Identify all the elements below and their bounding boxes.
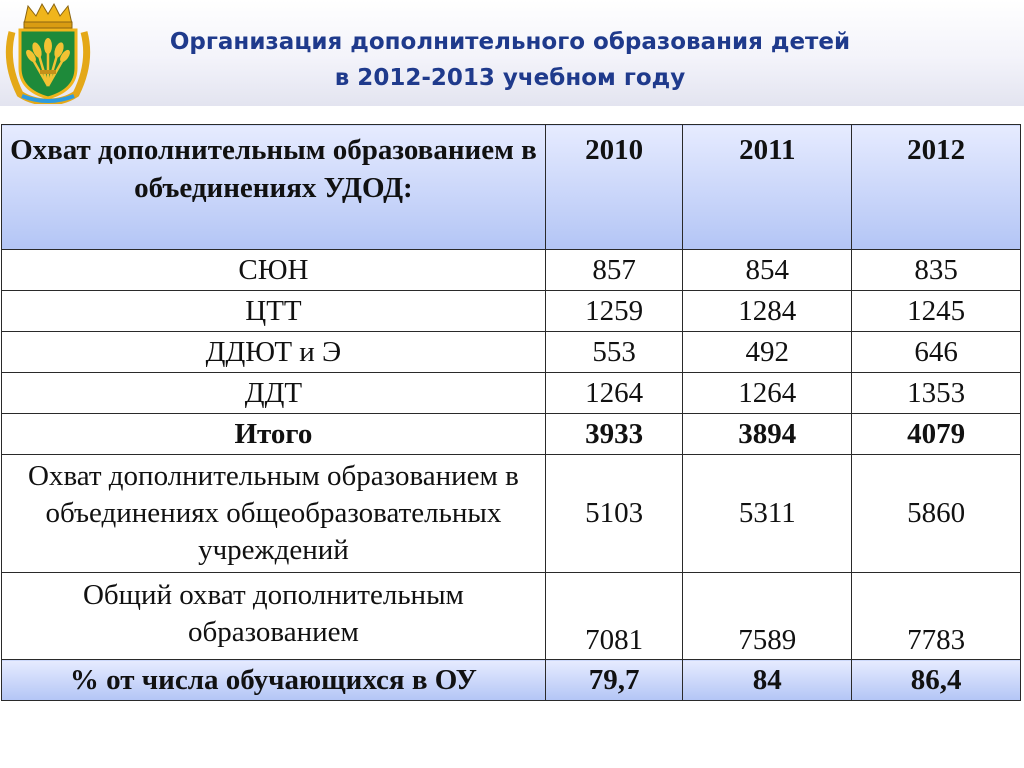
table-row-schools [2,455,1021,573]
cell-value: 857 [545,250,683,291]
cell-value: 1353 [852,373,1021,414]
cell-value: 7783 [852,573,1021,660]
row-label: ДДЮТ и Э [2,332,546,373]
cell-value: 3894 [683,414,852,455]
cell-value: 5103 [545,455,683,573]
table-row-total [2,414,1021,455]
slide-header [0,0,1024,106]
table-row-ddyut [2,332,1021,373]
coverage-table [1,124,1021,701]
row-label: ДДТ [2,373,546,414]
row-label: ЦТТ [2,291,546,332]
cell-value: 553 [545,332,683,373]
cell-value: 1259 [545,291,683,332]
footer-label: % от числа обучающихся в ОУ [2,660,546,701]
slide-title-line-1: Организация дополнительного образования детей [169,29,851,55]
footer-value: 86,4 [852,660,1021,701]
footer-value: 79,7 [545,660,683,701]
cell-value: 492 [683,332,852,373]
cell-value: 1264 [545,373,683,414]
table-row-overall [2,573,1021,660]
cell-value: 5311 [683,455,852,573]
cell-value: 1264 [683,373,852,414]
header-year-2010: 2010 [545,125,683,250]
cell-value: 1245 [852,291,1021,332]
table-row-ddt [2,373,1021,414]
cell-value: 854 [683,250,852,291]
header-year-2011: 2011 [683,125,852,250]
cell-value: 646 [852,332,1021,373]
cell-value: 4079 [852,414,1021,455]
row-label: Общий охват дополнительным образованием [2,573,546,660]
row-label: Охват дополнительным образованием в объединениях общеобразовательных учреждений [2,455,546,573]
cell-value: 3933 [545,414,683,455]
cell-value: 5860 [852,455,1021,573]
slide-title [110,24,910,96]
row-label: Итого [2,414,546,455]
cell-value: 835 [852,250,1021,291]
coat-of-arms-icon [2,2,94,104]
row-label: СЮН [2,250,546,291]
table-footer-row [2,660,1021,701]
table-row-ctt [2,291,1021,332]
footer-value: 84 [683,660,852,701]
cell-value: 7081 [545,573,683,660]
slide-title-line-2: в 2012-2013 учебном году [334,65,686,91]
table-header-row [2,125,1021,250]
cell-value: 1284 [683,291,852,332]
header-label-cell: Охват дополнительным образованием в объединениях УДОД: [2,125,546,250]
header-year-2012: 2012 [852,125,1021,250]
table-row-syun [2,250,1021,291]
cell-value: 7589 [683,573,852,660]
